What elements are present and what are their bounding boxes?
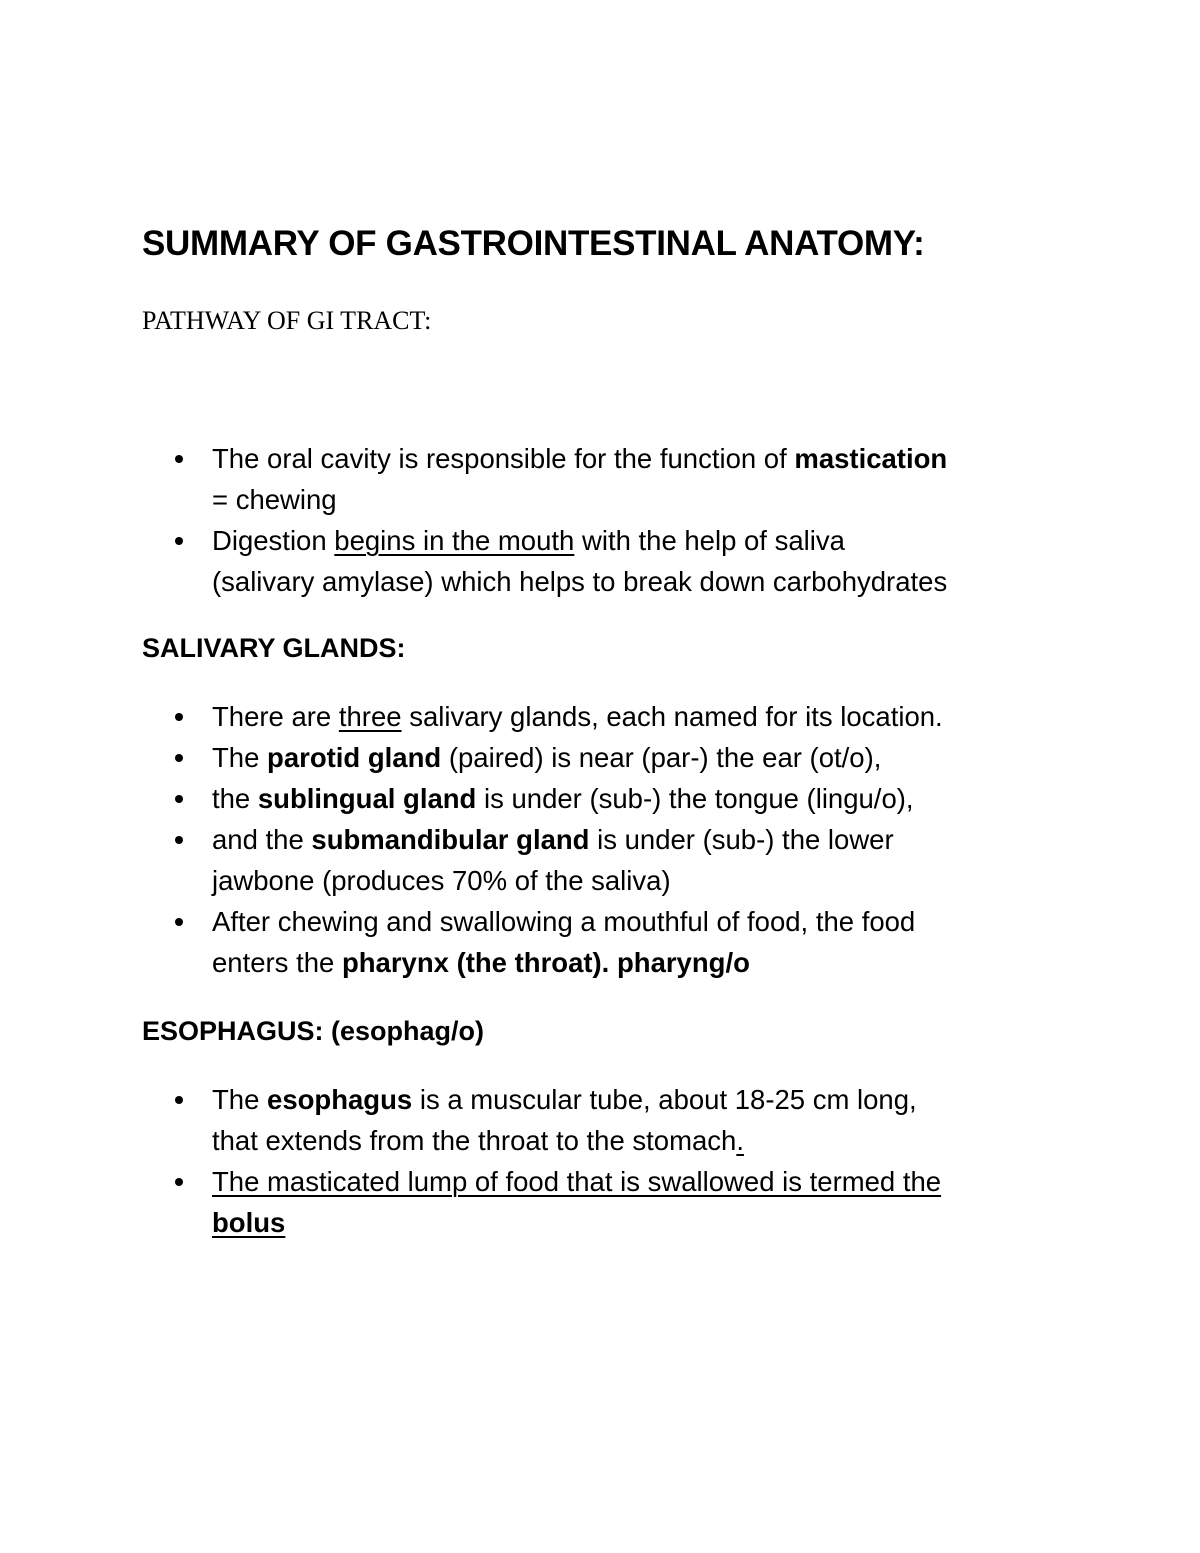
esophagus-list xyxy=(170,1079,1070,1243)
bullet-icon xyxy=(175,795,183,803)
bullet-icon xyxy=(175,836,183,844)
term-sublingual-gland: sublingual gland xyxy=(257,783,477,814)
document-title: SUMMARY OF GASTROINTESTINAL ANATOMY: xyxy=(142,224,925,263)
underlined-sentence: The masticated lump of food that is swallowed is termed the xyxy=(212,1166,942,1197)
list-item xyxy=(170,1161,1070,1243)
underlined-word: three xyxy=(338,701,402,732)
list-item: There are three salivary glands, each named for its location. xyxy=(170,696,1070,737)
underlined-phrase: begins in the mouth xyxy=(334,525,575,556)
term-parotid-gland: parotid gland xyxy=(267,742,442,773)
salivary-glands-heading: SALIVARY GLANDS: xyxy=(142,633,406,663)
salivary-glands-list xyxy=(170,696,1070,983)
term-mastication: mastication xyxy=(794,443,948,474)
bullet-icon xyxy=(175,1178,183,1186)
list-item: The parotid gland (paired) is near (par-) the ear (ot/o), xyxy=(170,737,1070,778)
term-submandibular-gland: submandibular gland xyxy=(311,824,590,855)
bullet-icon xyxy=(175,918,183,926)
term-pharynx: pharynx (the throat). pharyng/o xyxy=(341,947,750,978)
bullet-icon xyxy=(175,754,183,762)
list-item: The oral cavity is responsible for the function of mastication = chewing xyxy=(170,438,1070,520)
bullet-icon xyxy=(175,455,183,463)
term-bolus: bolus xyxy=(212,1207,286,1238)
list-item: Digestion begins in the mouth with the help of saliva (salivary amylase) which helps to break down carbohydrates xyxy=(170,520,1070,602)
bullet-icon xyxy=(175,1096,183,1104)
term-esophagus: esophagus xyxy=(267,1084,413,1115)
list-item: and the submandibular gland is under (sub-) the lower jawbone (produces 70% of the saliva) xyxy=(170,819,1070,901)
bullet-icon xyxy=(175,713,183,721)
underlined-period: . xyxy=(736,1125,744,1156)
esophagus-heading: ESOPHAGUS: (esophag/o) xyxy=(142,1016,485,1046)
pathway-list xyxy=(170,438,1070,602)
bullet-icon xyxy=(175,537,183,545)
list-item: the sublingual gland is under (sub-) the tongue (lingu/o), xyxy=(170,778,1070,819)
list-item: The esophagus is a muscular tube, about 18-25 cm long, that extends from the throat to the stomach. xyxy=(170,1079,1070,1161)
pathway-heading: PATHWAY OF GI TRACT: xyxy=(142,306,432,335)
list-item: After chewing and swallowing a mouthful of food, the food enters the pharynx (the throat). pharyng/o xyxy=(170,901,1070,983)
